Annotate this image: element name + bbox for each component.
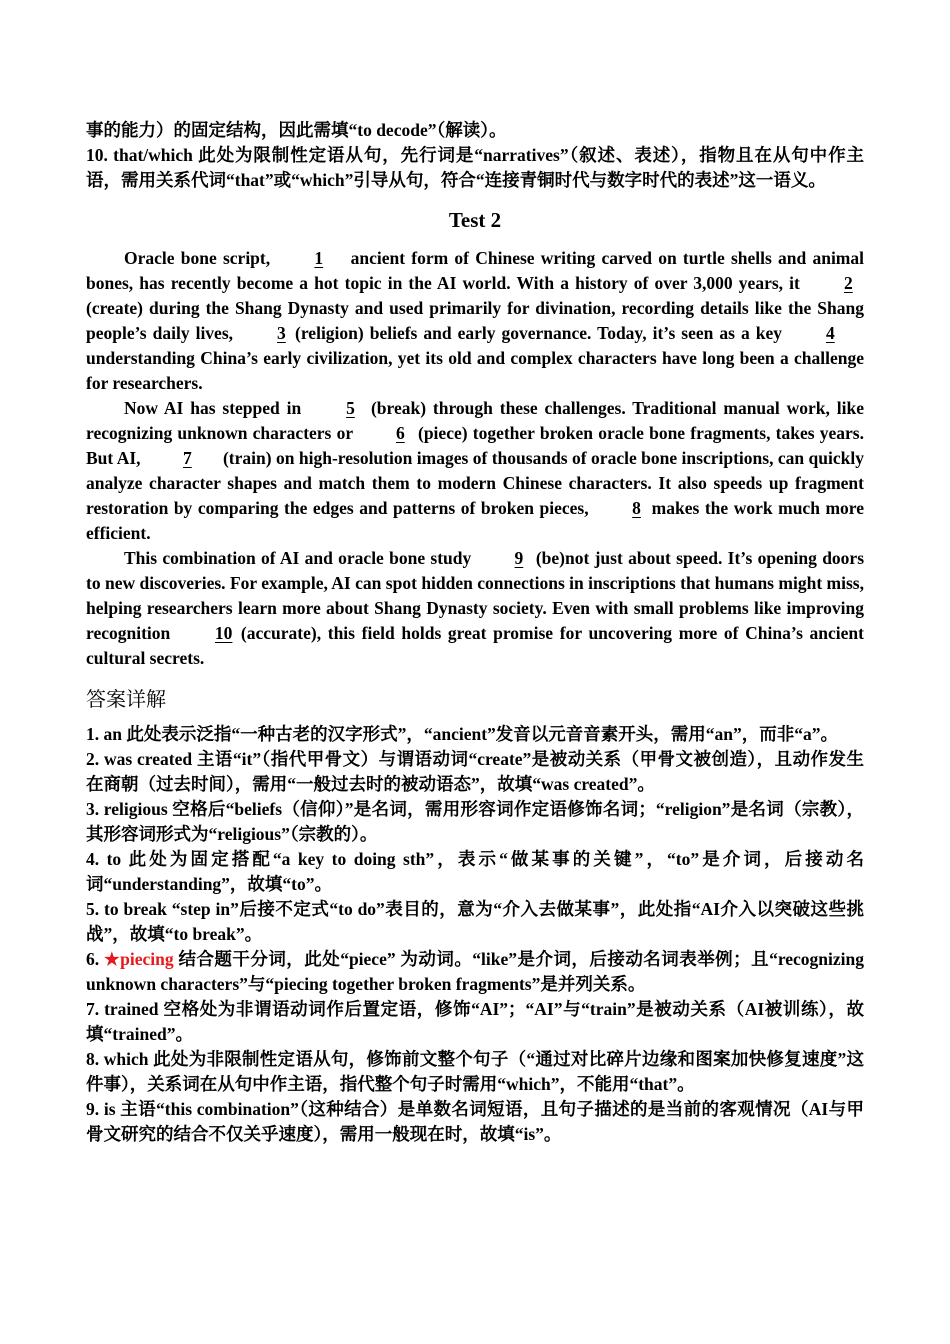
answer-explanation: 此处为固定搭配“a key to doing sth”，表示“做某事的关键”，“to”是介词，后接动名词“understanding”，故填“to”。 [86,849,864,894]
blank-5: 5 [346,398,355,418]
passage-paragraph-1 [86,246,864,396]
answer-explanation: “step in”后接不定式“to do”表目的，意为“介入去做某事”，此处指“AI介入以突破这些挑战”，故填“to break”。 [86,899,864,944]
blank-4: 4 [826,323,835,343]
blank-6: 6 [396,423,405,443]
answer-explanation: 此处表示泛指“一种古老的汉字形式”，“ancient”发音以元音音素开头，需用“an”，而非“a”。 [121,724,839,744]
blank-10: 10 [214,623,233,643]
answer-key: 1. an [86,724,122,744]
passage-text: ancient form of Chinese writing carved on turtle shells and animal bones, has recently become a hot topic in the AI world. With a history of over 3,000 years, it [86,248,864,293]
prev-answer-9-continuation: 事的能力）的固定结构，因此需填“to decode”（解读）。 [86,120,507,140]
answer-key: 3. religious [86,799,168,819]
answer-key: 4. to [86,849,122,869]
test-title: Test 2 [448,208,502,232]
answers-heading: 答案详解 [86,687,166,711]
answer-key: 8. which [86,1049,149,1069]
answer-item-6 [86,947,864,997]
answer-explanation: 此处为非限制性定语从句，修饰前文整个句子（“通过对比碎片边缘和图案加快修复速度”这件事），关系词在从句中作主语，指代整个句子时需用“which”，不能用“that”。 [86,1049,865,1094]
answer-item-2 [86,747,864,797]
answer-explanation: 结合题干分词，此处“piece” 为动词。“like”是介词，后接动名词表举例；且“recognizing unknown characters”与“piecing together broken fragments”是并列关系。 [86,949,865,994]
answer-item-8 [86,1047,864,1097]
answer-key: 2. was created [86,749,193,769]
answer-item-5 [86,897,864,947]
answer-explanation: 空格处为非谓语动词作后置定语，修饰“AI”；“AI”与“train”是被动关系（AI被训练），故填“trained”。 [86,999,864,1044]
passage-text: This combination of AI and oracle bone study [124,548,477,568]
passage-paragraph-2 [86,396,864,546]
blank-3: 3 [277,323,286,343]
answer-key: 6. [86,949,104,969]
passage-text: Oracle bone script, [124,248,277,268]
passage-text: (piece) together broken oracle bone fragments, takes years. But AI, [86,423,864,468]
passage-text: (break) through these challenges. Traditional manual work, like recognizing unknown characters or [86,398,864,443]
answer-explanation: 空格后“beliefs（信仰）”是名词，需用形容词作定语修饰名词；“religion”是名词（宗教），其形容词形式为“religious”（宗教的）。 [86,799,864,844]
answer-item-3 [86,797,864,847]
answer-item-1 [86,722,864,747]
passage-text: (create) during the Shang Dynasty and used primarily for divination, recording details like the Shang people’s daily lives, [86,298,864,343]
blank-1: 1 [314,248,324,268]
passage-text: (accurate), this field holds great promise for uncovering more of China’s ancient cultural secrets. [86,623,864,668]
prev-answer-10: 10. that/which 此处为限制性定语从句，先行词是“narratives”（叙述、表述），指物且在从句中作主语，需用关系代词“that”或“which”引导从句，符合“连接青铜时代与数字时代的表述”这一语义。 [86,145,864,190]
passage-text: (religion) beliefs and early governance. Today, it’s seen as a key [295,323,788,343]
blank-9: 9 [514,548,524,568]
answer-explanation: 主语“this combination”（这种结合）是单数名词短语，且句子描述的是当前的客观情况（AI与甲骨文研究的结合不仅关乎速度），需用一般现在时，故填“is”。 [86,1099,864,1144]
passage-paragraph-3 [86,546,864,671]
passage-text: (be)not just about speed. It’s opening doors to new discoveries. For example, AI can spot hidden connections in inscriptions that humans might miss, helping researchers learn more about Shang Dynasty society. Even with small problems like improving recognition [86,548,865,643]
answer-key: 9. is [86,1099,116,1119]
blank-8: 8 [632,498,641,518]
blank-2: 2 [844,273,853,293]
star-answer-key: ★piecing [103,949,174,969]
answer-explanation: 主语“it”（指代甲骨文）与谓语动词“create”是被动关系（甲骨文被创造），且动作发生在商朝（过去时间），需用“一般过去时的被动语态”，故填“was created”。 [86,749,864,794]
answer-key: 7. trained [86,999,159,1019]
answer-item-7 [86,997,864,1047]
answer-item-9 [86,1097,864,1147]
answer-key: 5. to break [86,899,167,919]
answer-item-4 [86,847,864,897]
passage-text: makes the work much more efficient. [86,498,864,543]
passage-text: understanding China’s early civilization, yet its old and complex characters have long been a challenge for researchers. [86,348,864,393]
passage-text: Now AI has stepped in [124,398,309,418]
passage-text: (train) on high-resolution images of thousands of oracle bone inscriptions, can quickly analyze character shapes and match them to modern Chinese characters. It also speeds up fragment restoration by comparing the edges and patterns of broken pieces, [86,448,864,518]
blank-7: 7 [182,448,192,468]
